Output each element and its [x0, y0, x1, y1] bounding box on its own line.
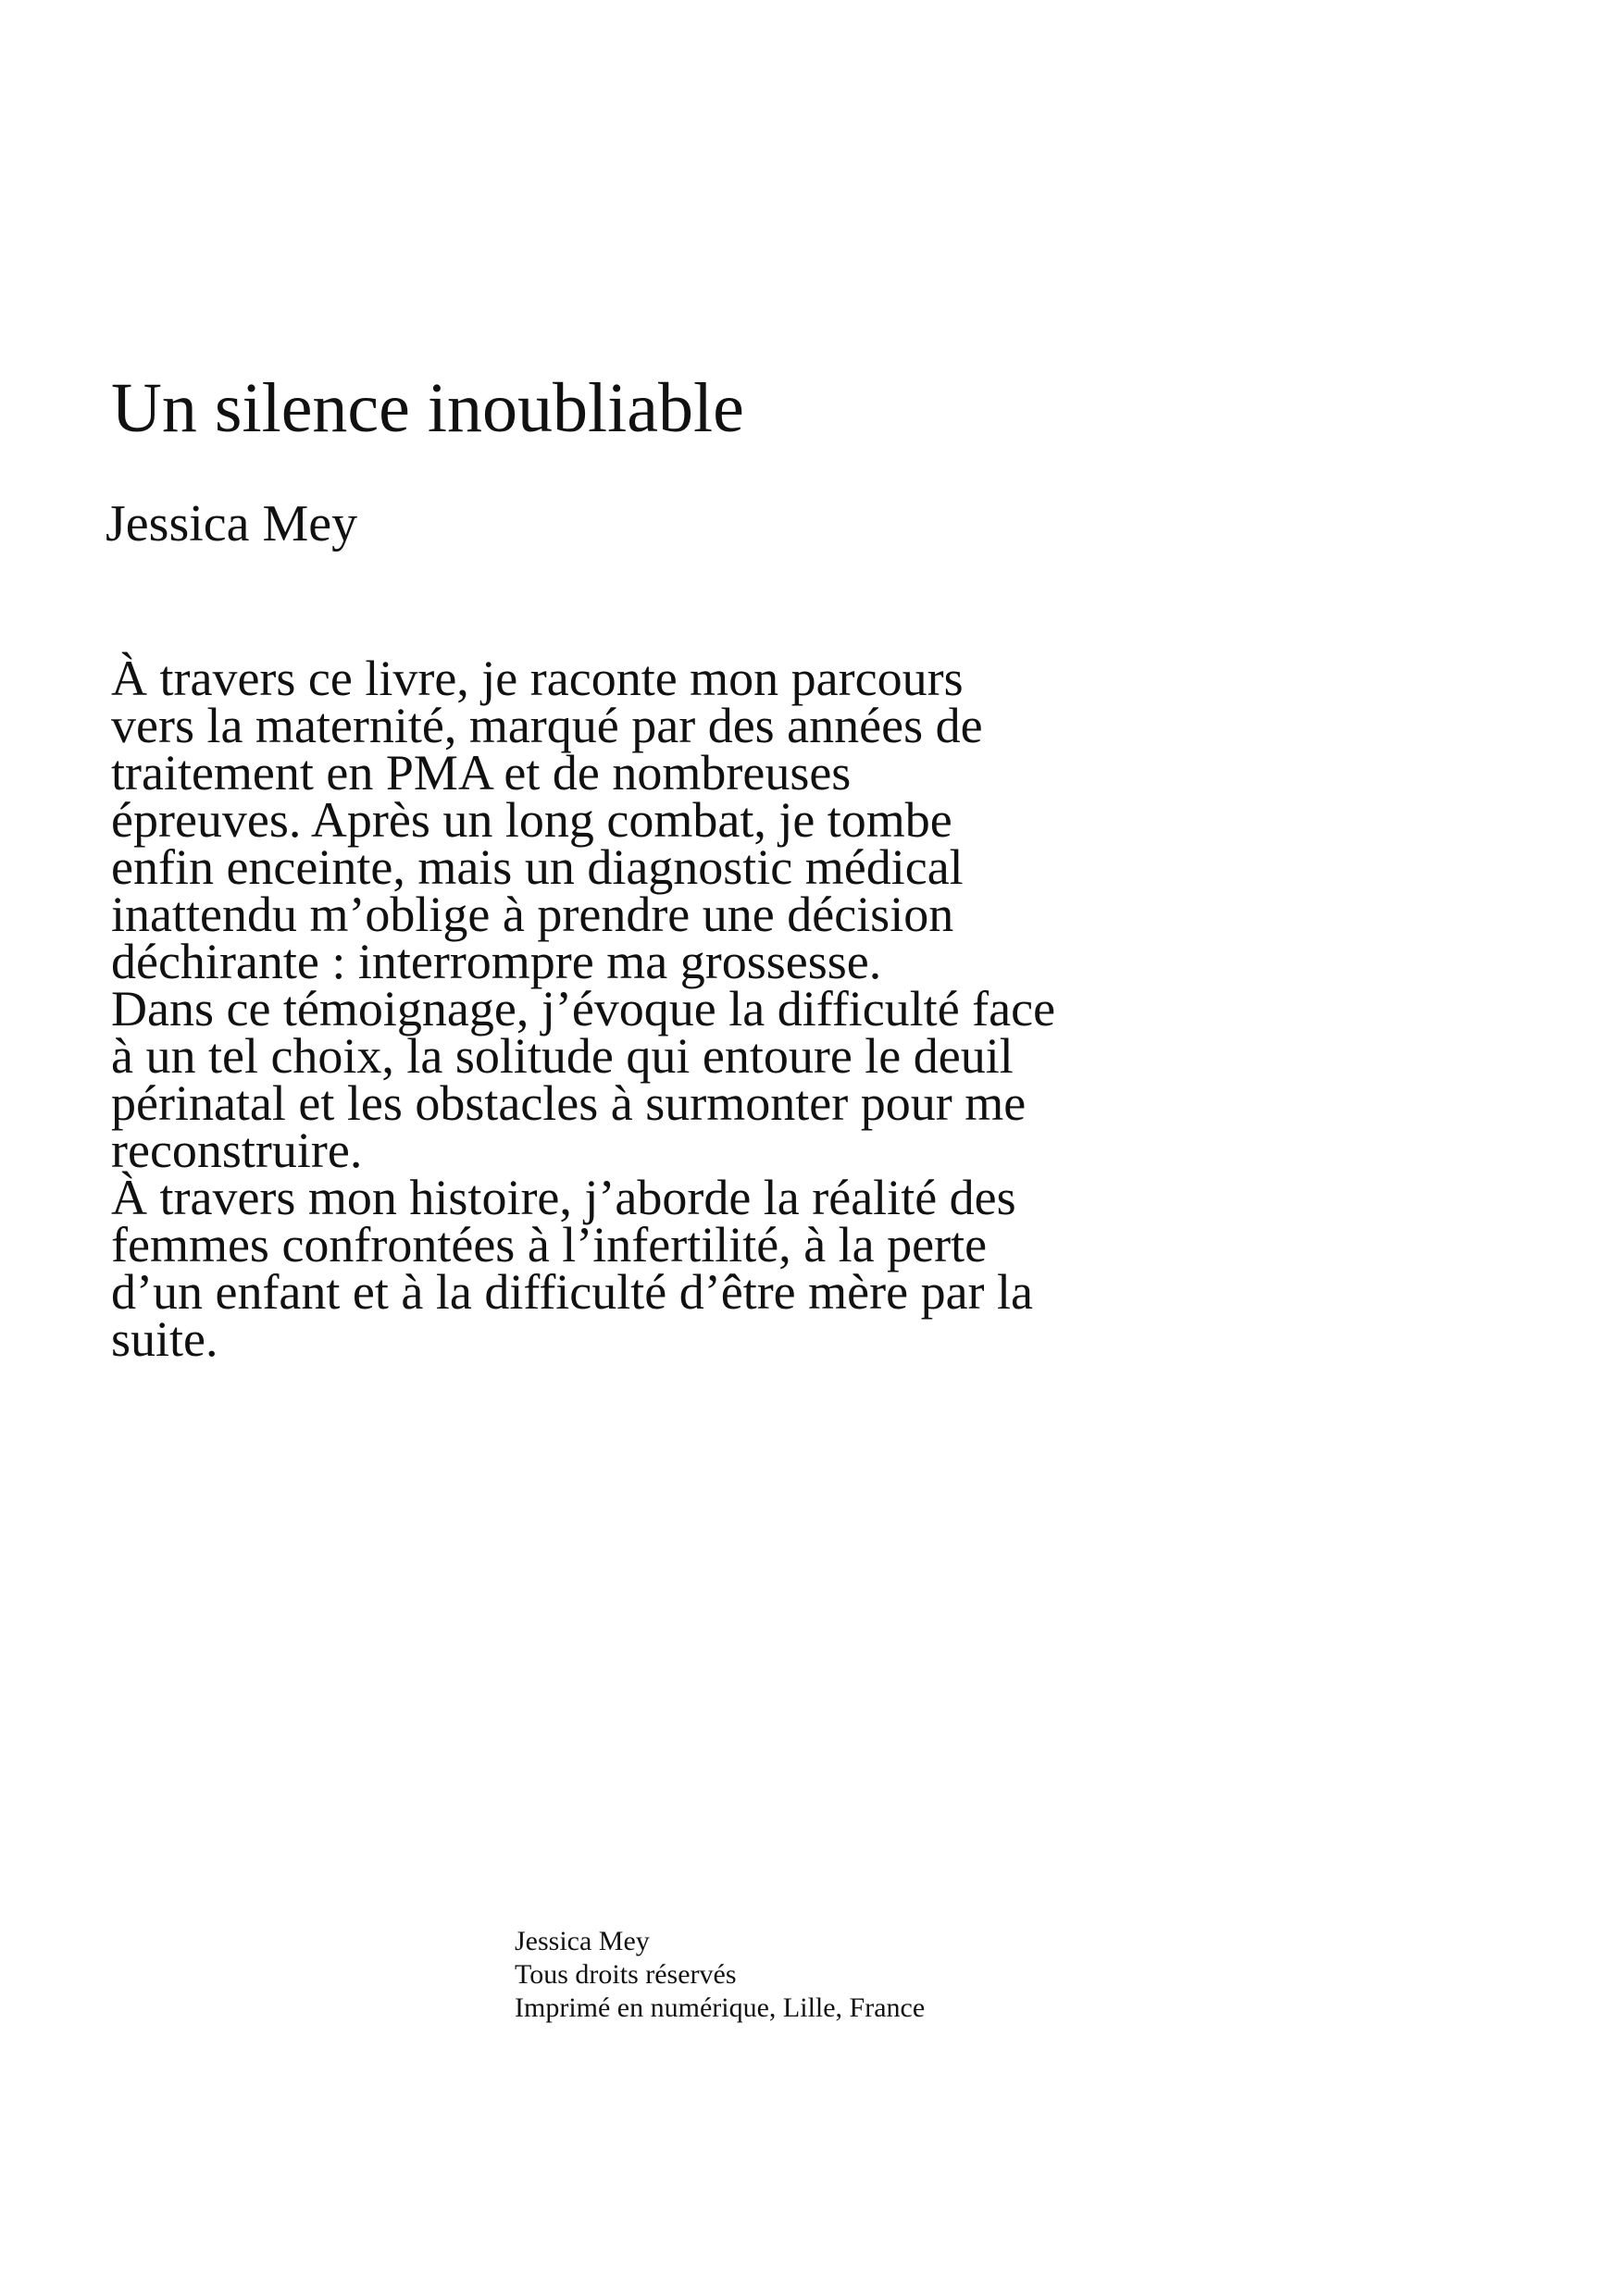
summary-line: à un tel choix, la solitude qui entoure le deuil	[111, 1028, 1014, 1084]
summary-line: femmes confrontées à l’infertilité, à la perte	[111, 1217, 988, 1272]
book-summary	[111, 651, 1277, 1367]
summary-line: suite.	[111, 1311, 218, 1367]
summary-line: d’un enfant et à la difficulté d’être mère par la	[111, 1264, 1033, 1320]
summary-line: Dans ce témoignage, j’évoque la difficulté face	[111, 981, 1056, 1036]
summary-line: traitement en PMA et de nombreuses	[111, 745, 852, 800]
summary-line: vers la maternité, marqué par des années de	[111, 698, 983, 753]
summary-line: périnatal et les obstacles à surmonter pour me	[111, 1075, 1027, 1131]
summary-line: épreuves. Après un long combat, je tombe	[111, 792, 952, 848]
book-title: Un silence inoubliable	[111, 369, 744, 447]
colophon	[515, 1925, 1163, 2025]
book-author: Jessica Mey	[106, 495, 358, 552]
summary-line: déchirante : interrompre ma grossesse.	[111, 934, 882, 989]
colophon-rights: Tous droits réservés	[515, 1959, 737, 1990]
summary-line: À travers ce livre, je raconte mon parcours	[111, 651, 964, 706]
colophon-author: Jessica Mey	[515, 1926, 650, 1956]
summary-line: À travers mon histoire, j’aborde la réalité des	[111, 1170, 1016, 1225]
summary-line: reconstruire.	[111, 1123, 363, 1178]
summary-line: enfin enceinte, mais un diagnostic médical	[111, 839, 964, 895]
colophon-printing: Imprimé en numérique, Lille, France	[515, 1992, 926, 2023]
summary-line: inattendu m’oblige à prendre une décision	[111, 887, 954, 942]
